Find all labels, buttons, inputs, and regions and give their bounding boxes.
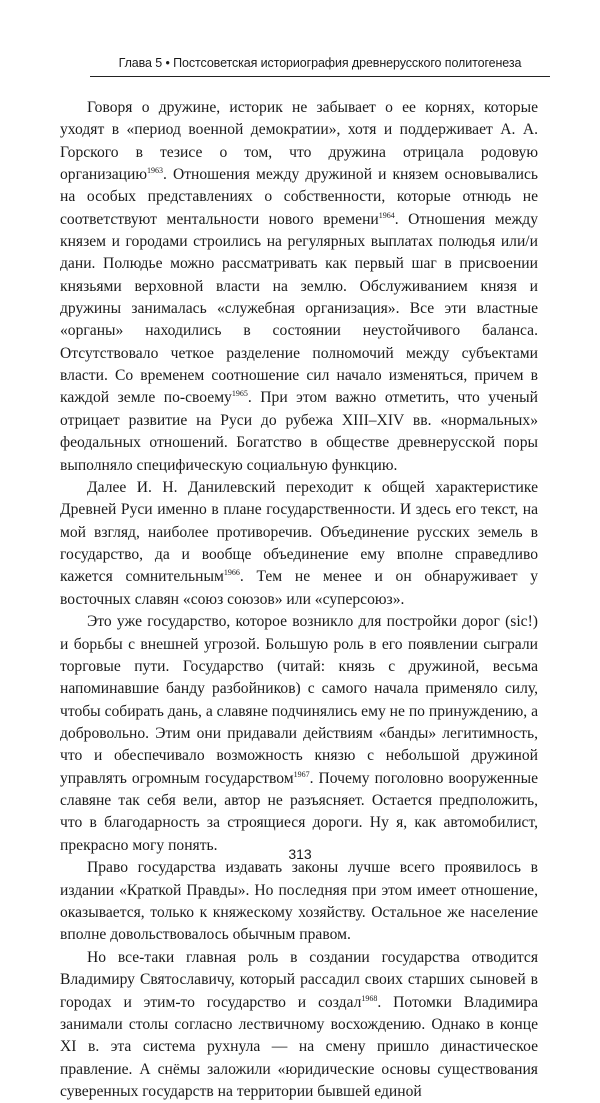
footnote-ref[interactable]: 1967 [293,769,310,779]
paragraph [60,947,538,1103]
footnote-ref[interactable]: 1968 [361,993,378,1003]
page-number: 313 [288,846,312,862]
footnote-ref[interactable]: 1964 [378,210,395,220]
footnote-ref[interactable]: 1965 [231,389,248,399]
text-run: Но все-таки главная роль в создании государства отводится Владимиру Святославичу, который рассадил своих старших сыновей в городах и этим-то государство и создал [60,948,538,1011]
text-run: . Отношения между дружиной и князем основывались на особых представлениях о собственности, которые отнюдь не соответствуют ментальности нового времени [60,166,538,228]
text-run: . Потомки Владимира занимали столы согласно лествичному восхождению. Однако в конце XI в. эта система рухнула — на смену пришло династическое правление. А снёмы заложили «юридические основы существования суверенных государств на территории бывшей единой [60,993,539,1100]
paragraph [60,857,538,946]
footnote-ref[interactable]: 1966 [223,568,240,578]
page-body [60,97,538,1103]
text-run: . Тем не менее и он обнаруживает у восточных славян «союз союзов» или «суперсоюз». [60,568,538,608]
text-run: . Отношения между князем и городами строились на регулярных выплатах полюдья или/и дани. Полюдье можно рассматривать как первый шаг в присвоении князьями верховной власти на землю. Обслуживанием князя и дружины занималась «служебная организация». Все эти властные «органы» находились в состоянии неустойчивого баланса. Отсутствовало четкое разделение полномочий между субъектами власти. Со временем соотношение сил начало изменяться, причем в каждой земле по-своему [60,210,539,407]
header-rule [90,76,550,77]
paragraph [60,477,538,611]
paragraph [60,97,538,477]
footnote-ref[interactable]: 1963 [147,166,164,176]
paragraph [60,611,538,857]
text-run: Говоря о дружине, историк не забывает о ее корнях, которые уходят в «период военной демократии», хотя и поддерживает А. А. Горского в тезисе о том, что дружина отрицала родовую организацию [60,99,538,184]
text-run: Далее И. Н. Данилевский переходит к общей характеристике Древней Руси именно в плане государственности. И здесь его текст, на мой взгляд, наиболее противоречив. Объединение русских земель в государство, да и вообще объединение ему вполне справедливо кажется сомнительным [60,479,538,586]
text-run: Это уже государство, которое возникло для постройки дорог (sic!) и борьбы с внешней угрозой. Большую роль в его появлении сыграли торговые пути. Государство (читай: князь с дружиной, весьма напоминавшие банду разбойников) с самого начала применяло силу, чтобы собирать дань, а славяне подчинялись ему не по принуждению, а добровольно. Этим они придавали действиям «банды» легитимность, что и обеспечивало возможность князю с небольшой дружиной управлять огромным государством [60,613,538,787]
text-run: Право государства издавать законы лучше всего проявилось в издании «Краткой Правды». Но последняя при этом имеет отношение, оказывается, только к княжескому хозяйству. Остальное же население вполне довольствовалось обычным правом. [60,859,538,944]
running-head: Глава 5 • Постсоветская историография древнерусского политогенеза [118,56,522,70]
text-run: . Почему поголовно вооруженные славяне так себя вели, автор не разъясняет. Остается предположить, что в благодарность за строящиеся дороги. Ну я, как автомобилист, прекрасно могу понять. [60,769,538,854]
text-run: . При этом важно отметить, что ученый отрицает развитие на Руси до рубежа XIII–XIV вв. «нормальных» феодальных отношений. Богатство в обществе древнерусской поры выполняло специфическую социальную функцию. [60,389,538,474]
